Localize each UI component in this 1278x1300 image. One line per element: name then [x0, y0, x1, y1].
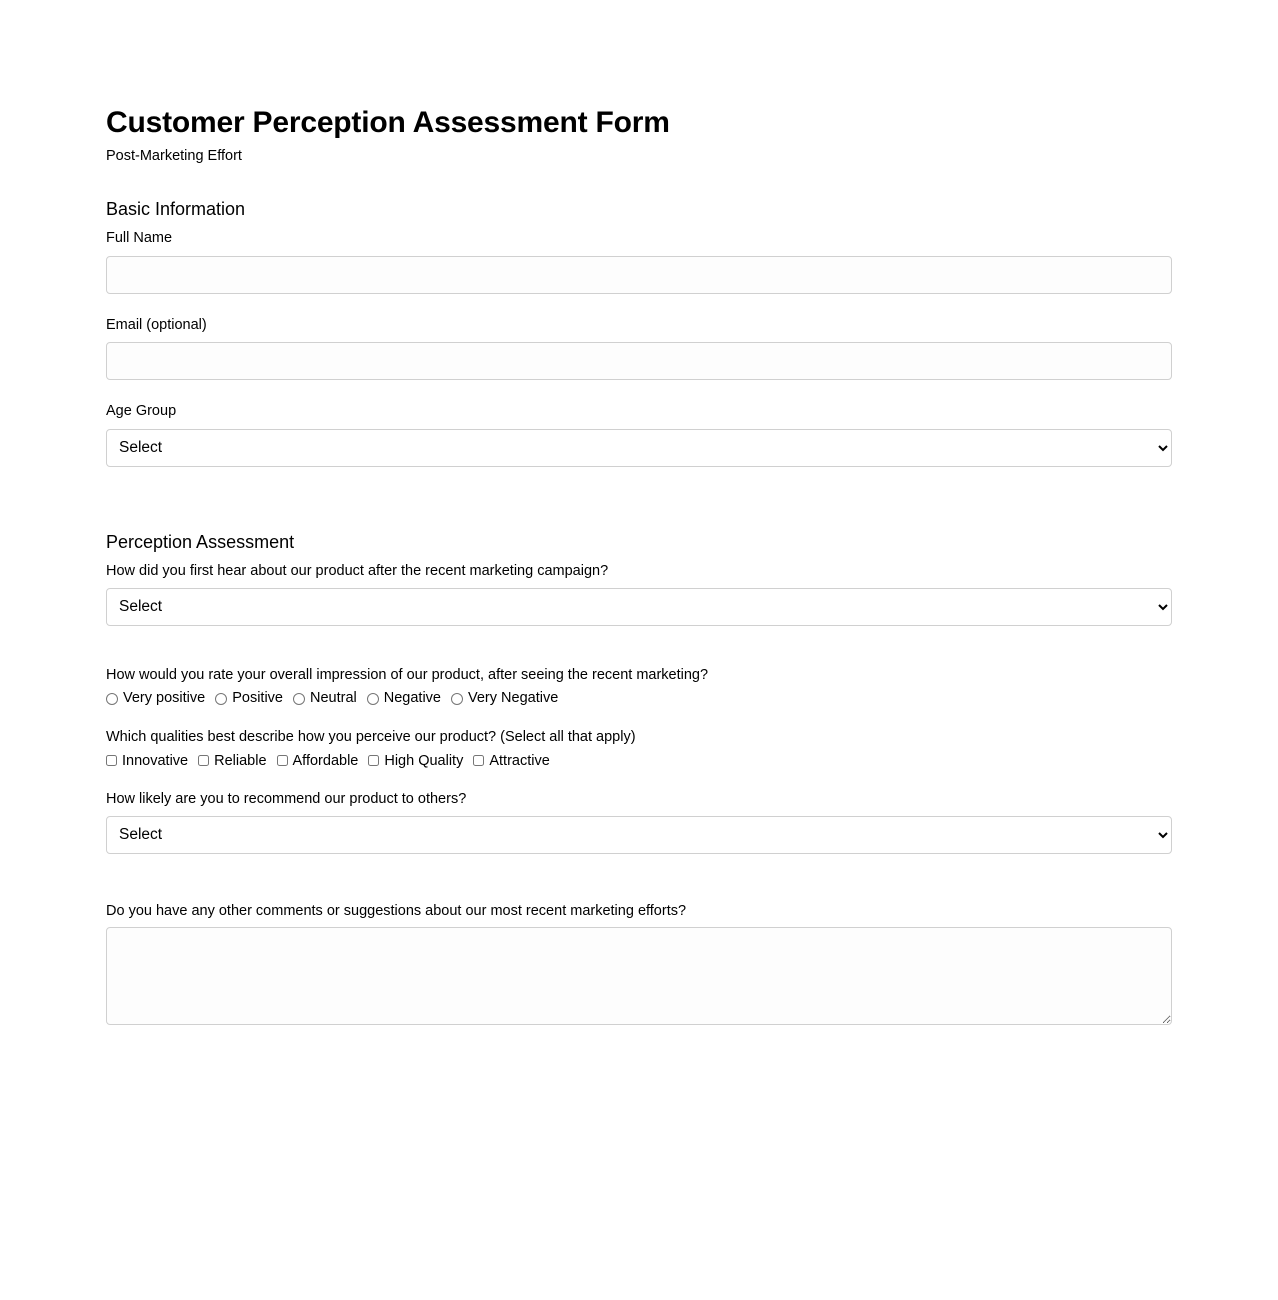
question-first-hear: How did you first hear about our product after the recent marketing campaign? — [106, 563, 609, 580]
checkbox-group-qualities — [106, 754, 1172, 769]
section-perception-assessment — [106, 531, 1172, 1025]
radio-group-overall-impression — [106, 691, 1172, 706]
field-recommend — [106, 790, 1172, 854]
page-subtitle: Post-Marketing Effort — [106, 148, 242, 164]
email-field[interactable] — [106, 342, 1172, 380]
recommend-select[interactable] — [106, 816, 1172, 854]
radio-positive[interactable] — [215, 693, 227, 705]
radio-neutral[interactable] — [293, 693, 305, 705]
radio-negative[interactable] — [367, 693, 379, 705]
radio-label-positive: Positive — [232, 690, 283, 707]
radio-label-very-positive: Very positive — [123, 690, 206, 707]
question-recommend: How likely are you to recommend our product to others? — [106, 791, 467, 807]
checkbox-reliable[interactable] — [198, 755, 209, 766]
question-qualities: Which qualities best describe how you perceive our product? (Select all that apply) — [106, 728, 636, 745]
page-title: Customer Perception Assessment Form — [106, 106, 670, 139]
radio-option-positive[interactable] — [215, 691, 283, 706]
radio-option-very-negative[interactable] — [451, 691, 558, 706]
checkbox-affordable[interactable] — [277, 755, 288, 766]
comments-textarea[interactable] — [106, 927, 1172, 1025]
checkbox-label-reliable: Reliable — [214, 752, 267, 769]
checkbox-option-high-quality[interactable] — [368, 754, 463, 769]
section-heading-basic-information: Basic Information — [106, 198, 246, 219]
checkbox-label-affordable: Affordable — [292, 752, 359, 769]
field-qualities — [106, 728, 1172, 768]
first-hear-select[interactable] — [106, 588, 1172, 626]
checkbox-option-reliable[interactable] — [198, 754, 266, 769]
radio-very-negative[interactable] — [451, 693, 463, 705]
label-email: Email (optional) — [106, 316, 207, 333]
checkbox-attractive[interactable] — [473, 755, 484, 766]
label-age-group: Age Group — [106, 403, 177, 420]
question-comments: Do you have any other comments or suggestions about our most recent marketing efforts? — [106, 902, 687, 919]
field-first-hear — [106, 562, 1172, 626]
field-comments — [106, 902, 1172, 1026]
checkbox-label-attractive: Attractive — [489, 752, 550, 769]
checkbox-innovative[interactable] — [106, 755, 117, 766]
section-divider-gap — [106, 489, 1172, 531]
radio-very-positive[interactable] — [106, 693, 118, 705]
radio-label-negative: Negative — [383, 690, 441, 707]
radio-option-neutral[interactable] — [293, 691, 357, 706]
radio-label-neutral: Neutral — [310, 690, 357, 707]
question-overall-impression: How would you rate your overall impression of our product, after seeing the recent marketing? — [106, 666, 709, 683]
checkbox-option-innovative[interactable] — [106, 754, 188, 769]
section-heading-perception-assessment: Perception Assessment — [106, 531, 295, 552]
section-basic-information — [106, 198, 1172, 467]
checkbox-label-high-quality: High Quality — [384, 752, 464, 769]
radio-option-negative[interactable] — [367, 691, 441, 706]
radio-label-very-negative: Very Negative — [467, 690, 559, 707]
spacer — [106, 876, 1172, 902]
field-overall-impression — [106, 666, 1172, 706]
age-group-select[interactable] — [106, 429, 1172, 467]
radio-option-very-positive[interactable] — [106, 691, 205, 706]
full-name-input[interactable] — [106, 256, 1172, 294]
spacer — [106, 648, 1172, 666]
field-email — [106, 316, 1172, 381]
field-full-name — [106, 229, 1172, 294]
field-age-group — [106, 402, 1172, 467]
checkbox-option-attractive[interactable] — [473, 754, 549, 769]
checkbox-high-quality[interactable] — [368, 755, 379, 766]
label-full-name: Full Name — [106, 230, 173, 247]
checkbox-option-affordable[interactable] — [277, 754, 359, 769]
checkbox-label-innovative: Innovative — [122, 752, 189, 769]
